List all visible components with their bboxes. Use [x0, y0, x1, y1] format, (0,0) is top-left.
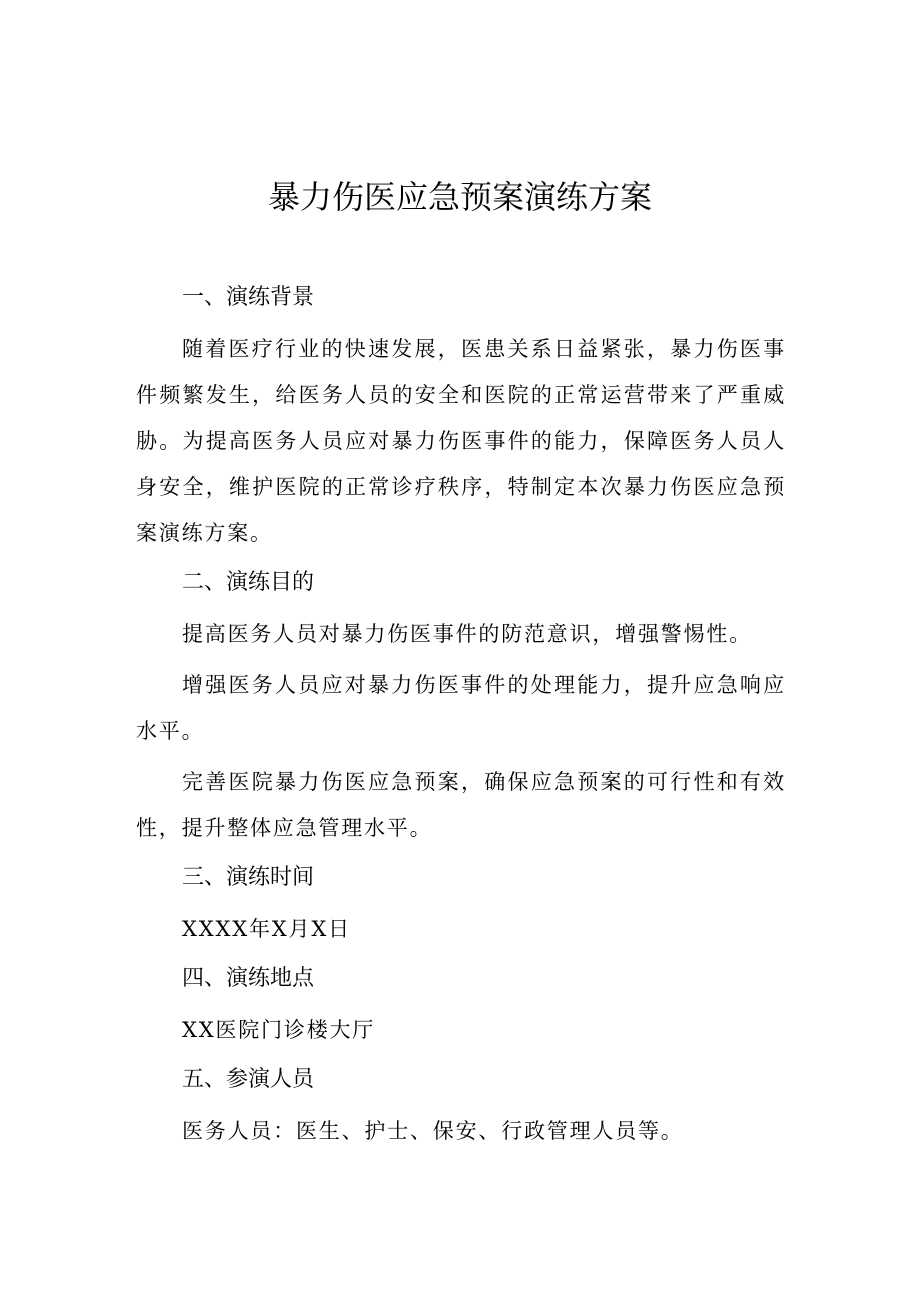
section-time — [136, 856, 786, 952]
paragraph: XX医院门诊楼大厅 — [182, 1018, 376, 1042]
document-title: 暴力伤医应急预案演练方案 — [267, 178, 652, 216]
paragraph: 随着医疗行业的快速发展，医患关系日益紧张，暴力伤医事件频繁发生，给医务人员的安全和医院的正常运营带来了严重威胁。为提高医务人员应对暴力伤医事件的能力，保障医务人员人身安全，维护医院的正常诊疗秩序，特制定本次暴力伤医应急预案演练方案。 — [136, 337, 786, 545]
paragraph: 提高医务人员对暴力伤医事件的防范意识，增强警惕性。 — [182, 622, 752, 646]
section-heading: 二、演练目的 — [182, 570, 315, 595]
paragraph: XXXX年X月X日 — [182, 917, 351, 941]
section-heading: 五、参演人员 — [182, 1067, 315, 1092]
section-location — [136, 957, 786, 1053]
document-body — [136, 276, 786, 1159]
section-background — [136, 276, 786, 556]
section-purpose — [136, 561, 786, 851]
section-heading: 三、演练时间 — [182, 865, 315, 890]
section-heading: 一、演练背景 — [182, 285, 315, 310]
section-participants — [136, 1058, 786, 1154]
paragraph: 完善医院暴力伤医应急预案，确保应急预案的可行性和有效性，提升整体应急管理水平。 — [136, 770, 786, 840]
paragraph: 医务人员：医生、护士、保安、行政管理人员等。 — [182, 1119, 684, 1143]
paragraph: 增强医务人员应对暴力伤医事件的处理能力，提升应急响应水平。 — [136, 673, 786, 743]
section-heading: 四、演练地点 — [182, 966, 315, 991]
